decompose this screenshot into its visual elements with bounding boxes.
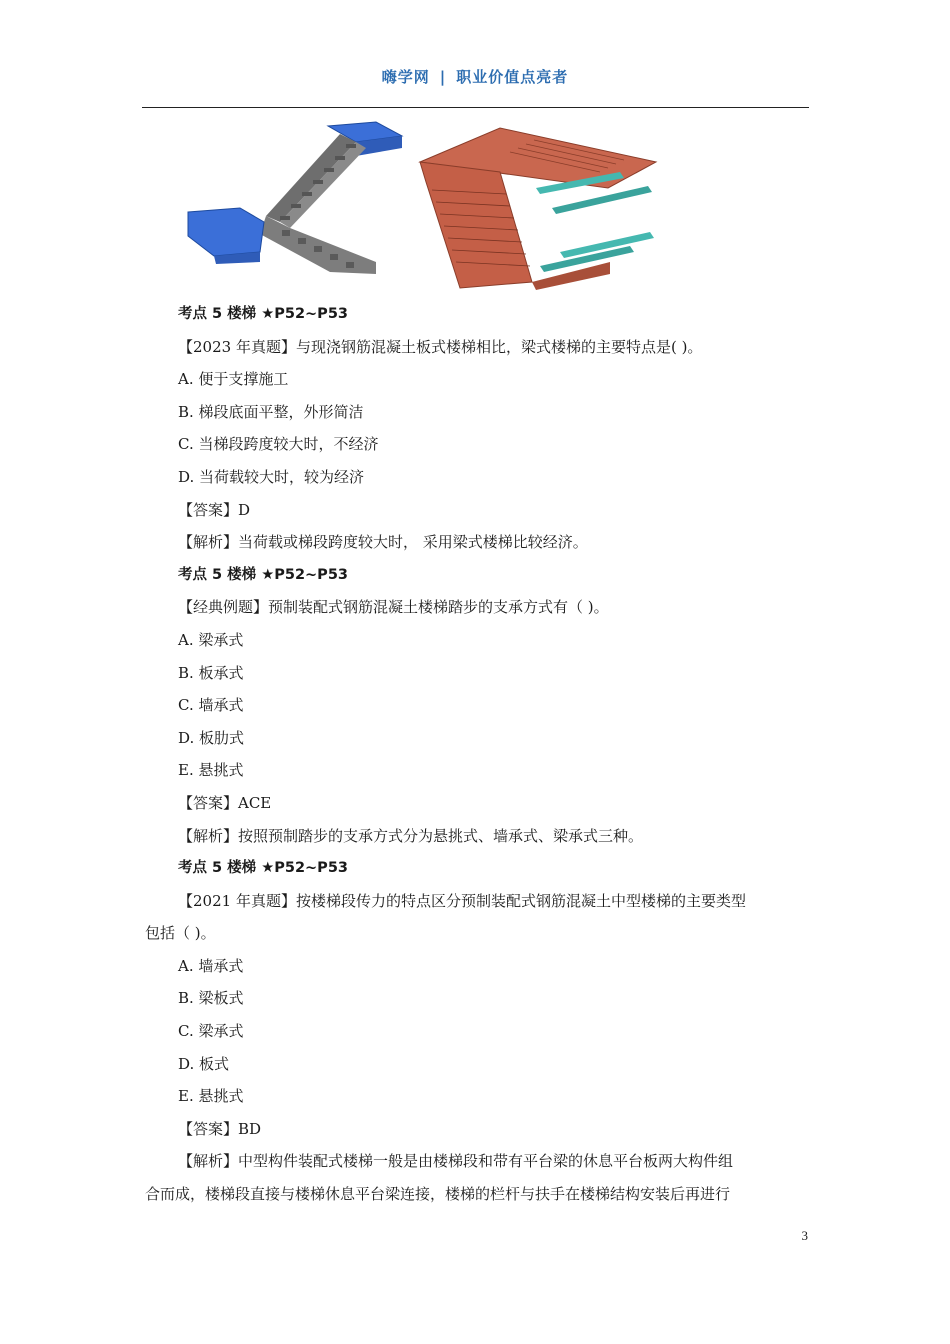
option-d: D. 当荷载较大时，较为经济 — [178, 467, 365, 486]
red-precast-stair-icon — [420, 128, 656, 290]
stair-illustration — [180, 112, 670, 294]
grey-steel-stair-icon — [188, 122, 402, 274]
option-b: B. 梁板式 — [178, 989, 244, 1008]
keypoint-heading: 考点 5 楼梯 ★P52~P53 — [178, 566, 348, 583]
option-d: D. 板式 — [178, 1054, 230, 1073]
option-b: B. 梯段底面平整，外形简洁 — [178, 402, 364, 421]
analysis: 【解析】当荷载或梯段跨度较大时， 采用梁式楼梯比较经济。 — [178, 533, 588, 552]
option-a: A. 墙承式 — [178, 956, 244, 975]
analysis: 【解析】按照预制踏步的支承方式分为悬挑式、墙承式、梁承式三种。 — [178, 826, 644, 845]
keypoint-heading: 考点 5 楼梯 ★P52~P53 — [178, 306, 348, 322]
option-b: B. 板承式 — [178, 663, 244, 682]
option-c: C. 当梯段跨度较大时，不经济 — [178, 435, 379, 454]
option-c: C. 梁承式 — [178, 1022, 244, 1041]
option-c: C. 墙承式 — [178, 696, 244, 715]
keypoint-heading: 考点 5 楼梯 ★P52~P53 — [178, 860, 348, 877]
question-stem-continued: 包括（ )。 — [145, 924, 216, 943]
analysis: 【解析】中型构件装配式楼梯一般是由楼梯段和带有平台梁的休息平台板两大构件组 — [178, 1152, 734, 1171]
question-stem: 【2021 年真题】按楼梯段传力的特点区分预制装配式钢筋混凝土中型楼梯的主要类型 — [178, 891, 746, 910]
option-e: E. 悬挑式 — [178, 1087, 244, 1106]
answer: 【答案】D — [178, 500, 251, 519]
header-separator: | — [439, 68, 447, 86]
option-e: E. 悬挑式 — [178, 761, 244, 780]
option-d: D. 板肋式 — [178, 728, 245, 747]
option-a: A. 梁承式 — [178, 630, 244, 649]
document-body — [145, 298, 807, 1211]
question-stem: 【经典例题】预制装配式钢筋混凝土楼梯踏步的支承方式有（ )。 — [178, 598, 609, 617]
header-rule — [142, 107, 809, 108]
answer: 【答案】BD — [178, 1119, 262, 1138]
brand-name: 嗨学网 — [381, 68, 430, 86]
page-number: 3 — [801, 1228, 808, 1243]
brand-slogan: 职业价值点亮者 — [456, 68, 569, 86]
question-stem: 【2023 年真题】与现浇钢筋混凝土板式楼梯相比，梁式楼梯的主要特点是( )。 — [178, 337, 703, 356]
option-a: A. 便于支撑施工 — [178, 370, 289, 389]
analysis-continued: 合而成，楼梯段直接与楼梯休息平台梁连接，楼梯的栏杆与扶手在楼梯结构安装后再进行 — [145, 1185, 731, 1204]
answer: 【答案】ACE — [178, 793, 272, 812]
page-header — [0, 66, 950, 87]
